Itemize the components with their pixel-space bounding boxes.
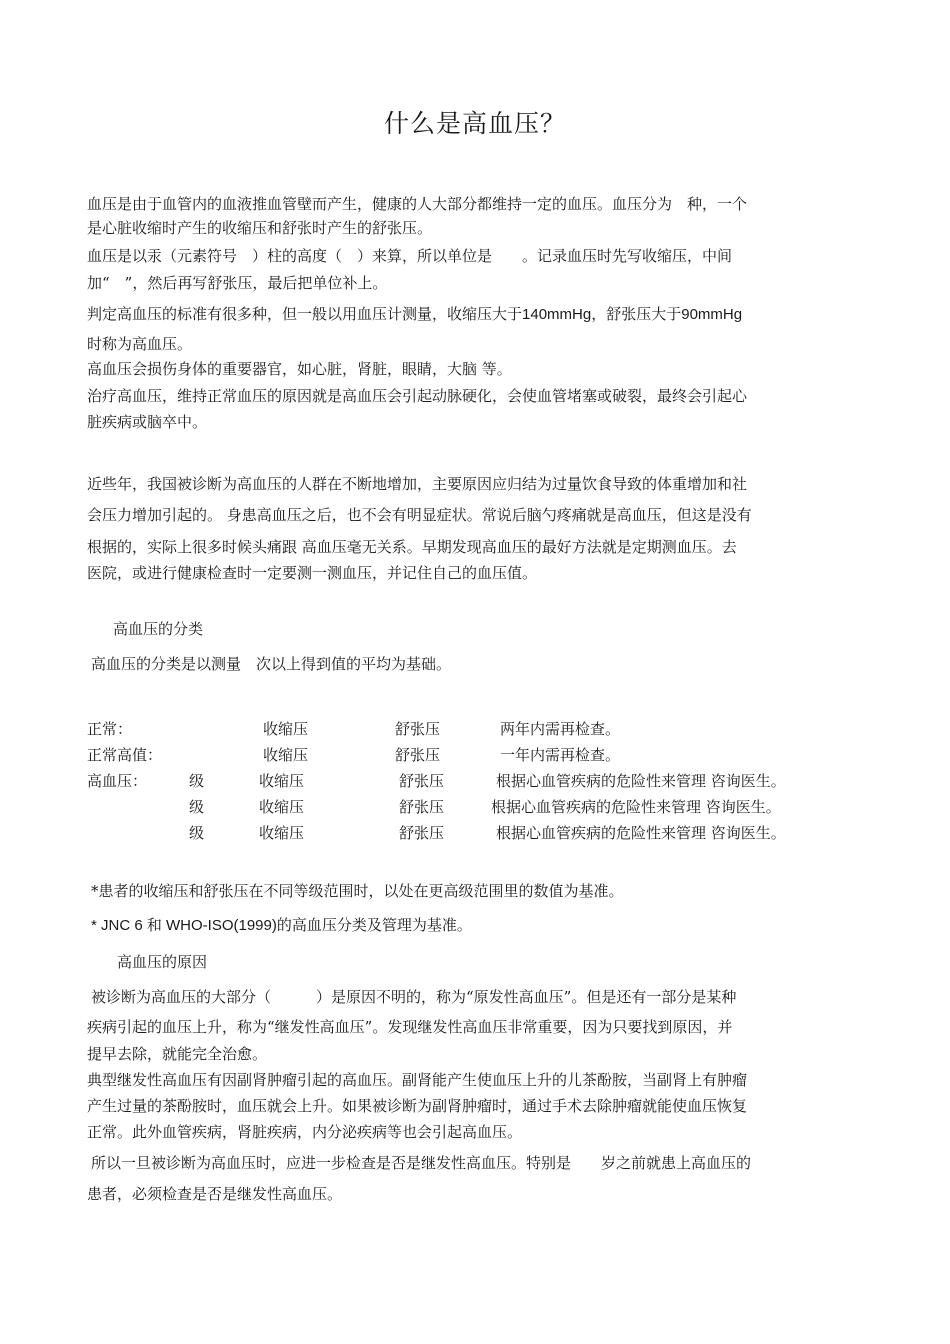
systolic-label: 收缩压 bbox=[263, 720, 309, 738]
paragraph-line: 治疗高血压，维持正常血压的原因就是高血压会引起动脉硬化，会使血管堵塞或破裂，最终会引起心 bbox=[87, 387, 748, 405]
systolic-label: 收缩压 bbox=[259, 772, 305, 790]
page-title: 什么是高血压？ bbox=[383, 109, 566, 138]
paragraph-line: 时称为高血压。 bbox=[87, 335, 193, 353]
criteria-text: ，舒张压大于 bbox=[591, 305, 682, 323]
footnote-text: 的高血压分类及管理为基准。 bbox=[276, 916, 472, 934]
diastolic-threshold: 90mmHg bbox=[681, 306, 743, 323]
row-note: 根据心血管疾病的危险性来管理 咨询医生。 bbox=[496, 772, 786, 790]
paragraph-line: 正常。此外血管疾病，肾脏疾病，内分泌疾病等也会引起高血压。 bbox=[87, 1123, 523, 1141]
footnote: *患者的收缩压和舒张压在不同等级范围时，以处在更高级范围里的数值为基准。 bbox=[91, 882, 624, 900]
paragraph-line: 医院，或进行健康检查时一定要测一测血压，并记住自己的血压值。 bbox=[87, 564, 538, 582]
paragraph-line: 产生过量的茶酚胺时，血压就会上升。如果被诊断为副肾肿瘤时，通过手术去除肿瘤就能使血压恢复 bbox=[87, 1097, 748, 1115]
criteria-text: 判定高血压的标准有很多种，但一般以用血压计测量，收缩压大于 bbox=[87, 305, 523, 323]
paragraph-line: 是心脏收缩时产生的收缩压和舒张时产生的舒张压。 bbox=[87, 219, 433, 237]
diastolic-label: 舒张压 bbox=[399, 798, 445, 816]
systolic-threshold: 140mmHg bbox=[522, 306, 592, 323]
paragraph-line: 提早去除，就能完全治愈。 bbox=[87, 1045, 268, 1063]
paragraph-line: 患者，必须检查是否是继发性高血压。 bbox=[87, 1185, 343, 1203]
diastolic-label: 舒张压 bbox=[395, 720, 441, 738]
systolic-label: 收缩压 bbox=[259, 798, 305, 816]
criteria-line bbox=[87, 305, 742, 324]
paragraph-line: 会压力增加引起的。 身患高血压之后，也不会有明显症状。常说后脑勺疼痛就是高血压，但这是没有 bbox=[87, 506, 752, 524]
paragraph-line: 加“ ”，然后再写舒张压，最后把单位补上。 bbox=[87, 274, 388, 292]
paragraph-line: 高血压的分类是以测量 次以上得到值的平均为基础。 bbox=[91, 655, 452, 673]
row-label: 正常： bbox=[87, 720, 133, 738]
row-note: 根据心血管疾病的危险性来管理 咨询医生。 bbox=[491, 798, 781, 816]
paragraph-line: 血压是由于血管内的血液推血管壁而产生，健康的人大部分都维持一定的血压。血压分为 种，一个 bbox=[87, 195, 748, 213]
paragraph-line: 所以一旦被诊断为高血压时，应进一步检查是否是继发性高血压。特别是 岁之前就患上高血压的 bbox=[91, 1154, 752, 1172]
section-heading: 高血压的分类 bbox=[113, 620, 204, 638]
row-note: 根据心血管疾病的危险性来管理 咨询医生。 bbox=[496, 824, 786, 842]
paragraph-line: 血压是以汞（元素符号 ）柱的高度（ ）来算，所以单位是 。记录血压时先写收缩压，中间 bbox=[87, 247, 733, 265]
standard-reference: * JNC 6 和 WHO-ISO(1999) bbox=[91, 917, 277, 934]
row-label: 正常高值： bbox=[87, 746, 163, 764]
paragraph-line: 高血压会损伤身体的重要器官，如心脏，肾脏，眼睛，大脑 等。 bbox=[87, 360, 512, 378]
row-note: 一年内需再检查。 bbox=[500, 746, 621, 764]
paragraph-line: 典型继发性高血压有因副肾肿瘤引起的高血压。副肾能产生使血压上升的儿茶酚胺，当副肾上有肿瘤 bbox=[87, 1071, 748, 1089]
grade-label: 级 bbox=[189, 798, 205, 816]
row-label: 高血压： bbox=[87, 772, 148, 790]
paragraph-line: 近些年，我国被诊断为高血压的人群在不断地增加，主要原因应归结为过量饮食导致的体重增加和社 bbox=[87, 475, 748, 493]
footnote bbox=[91, 916, 472, 935]
diastolic-label: 舒张压 bbox=[399, 772, 445, 790]
row-note: 两年内需再检查。 bbox=[500, 720, 621, 738]
paragraph-line: 疾病引起的血压上升，称为“继发性高血压”。发现继发性高血压非常重要，因为只要找到原因，并 bbox=[87, 1018, 733, 1036]
diastolic-label: 舒张压 bbox=[399, 824, 445, 842]
grade-label: 级 bbox=[189, 824, 205, 842]
diastolic-label: 舒张压 bbox=[395, 746, 441, 764]
paragraph-line: 脏疾病或脑卒中。 bbox=[87, 413, 208, 431]
grade-label: 级 bbox=[189, 772, 205, 790]
systolic-label: 收缩压 bbox=[263, 746, 309, 764]
section-heading: 高血压的原因 bbox=[117, 953, 208, 971]
systolic-label: 收缩压 bbox=[259, 824, 305, 842]
paragraph-line: 被诊断为高血压的大部分（ ）是原因不明的，称为“原发性高血压”。但是还有一部分是某种 bbox=[91, 988, 737, 1006]
paragraph-line: 根据的，实际上很多时候头痛跟 高血压毫无关系。早期发现高血压的最好方法就是定期测血压。去 bbox=[87, 538, 737, 556]
